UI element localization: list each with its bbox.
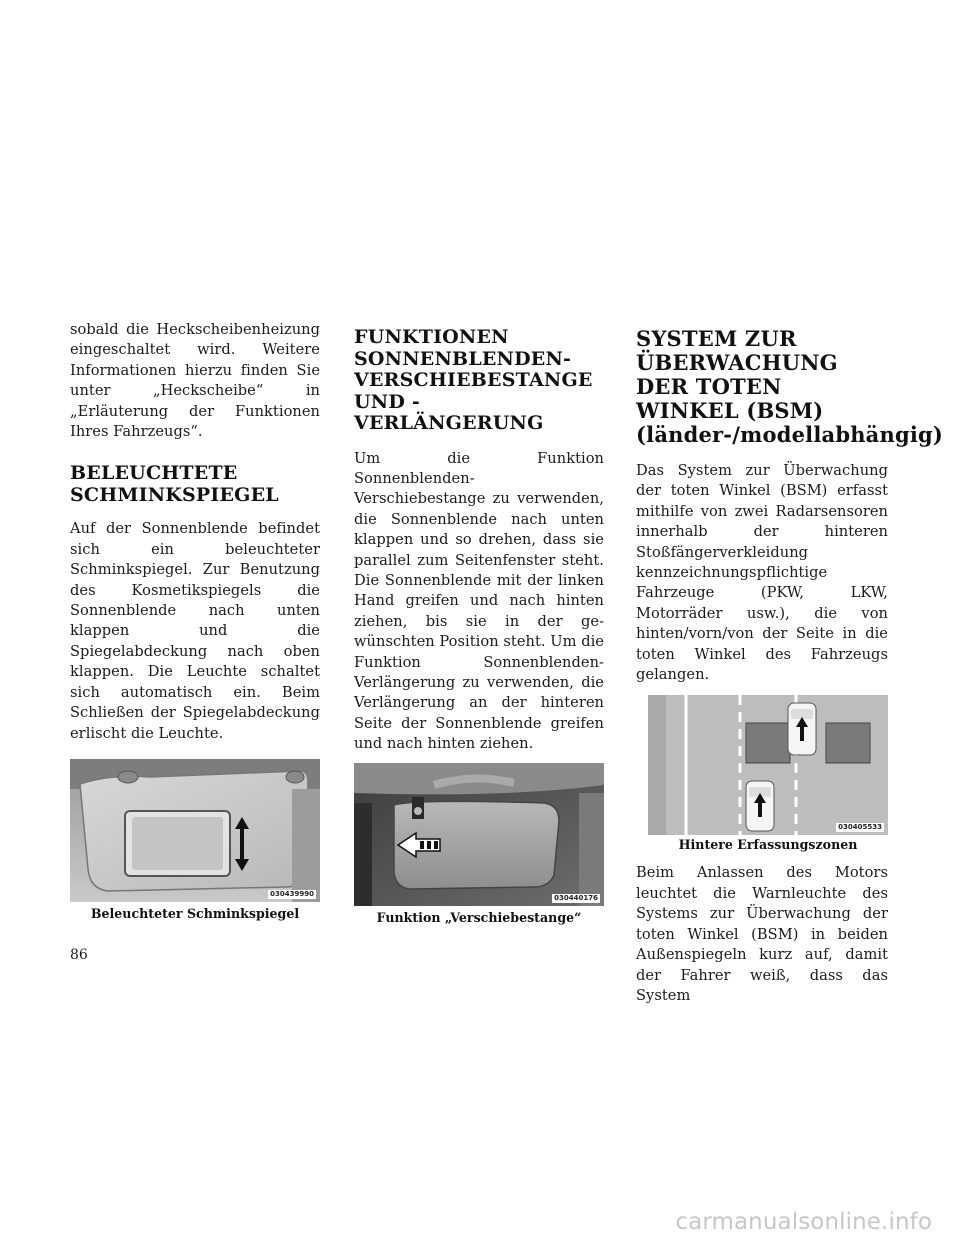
figure-id: 030439990 [270,889,314,898]
column-2 [354,327,604,926]
vanity-mirror-figure [70,759,320,902]
body-paragraph: Auf der Sonnenblende befindet sich ein beleuchteter Schminkspiegel. Zur Benutzung des Kosmetikspiegels die Sonnenblende nach unten klappen und die Spiegelabdeckung nach oben klappen. Die Leuchte schaltet sich automatisch ein. Beim Schließen der Spiegelabdeckung erlischt die Leuchte. [70,520,320,742]
detection-zones-figure [648,695,888,835]
figure-caption: Funktion „Verschiebestange“ [376,909,582,925]
detection-zones-illustration [648,695,888,835]
body-paragraph: Das System zur Überwachung der toten Winkel (BSM) erfasst mithilfe von zwei Radarsensoren innerhalb der hinteren Stoßfängerverkleidung kennzeichnungspflichtige Fahrzeuge (PKW, LKW, Motorräder usw.), die von hinten/vorn/von der Seite in die toten Winkel des Fahrzeugs gelangen. [636,462,888,684]
visor-slide-figure [354,763,604,906]
body-paragraph: Um die Funktion Sonnenblenden-Verschiebestange zu verwenden, die Sonnenblende nach unten klappen und so drehen, dass sie parallel zum Seitenfenster steht. Die Sonnenblende mit der linken Hand greifen und nach hinten ziehen, bis sie in der gewünschten Position steht. Um die Funktion Sonnenblenden-Verlängerung zu verwenden, die Verlängerung an der hinteren Seite der Sonnenblende greifen und nach hinten ziehen. [354,449,604,753]
figure-caption: Hintere Erfassungszonen [678,837,858,853]
column-3 [636,326,944,1006]
figure-id: 030440176 [554,893,598,902]
figure-id: 030405533 [838,823,882,832]
figure-caption: Beleuchteter Schminkspiegel [90,905,300,921]
body-paragraph: Beim Anlassen des Motors leuchtet die Warnleuchte des Systems zur Überwachung der toten Winkel (BSM) in beiden Außenspiegeln kurz auf, damit der Fahrer weiß, dass das System [636,864,888,1004]
column-1 [70,320,320,922]
section-heading: BELEUCHTETE SCHMINKSPIEGEL [70,462,279,506]
section-heading: SYSTEM ZUR ÜBERWACHUNG DER TOTEN WINKEL (BSM) (länder-/modellabhängig) [636,326,944,447]
body-paragraph: sobald die Heckscheibenheizung eingeschaltet wird. Weitere Informationen hierzu finden Sie unter „Heckscheibe“ in „Erläuterung der Funktionen Ihres Fahrzeugs“. [70,321,320,441]
footer-watermark[interactable]: carmanualsonline.info [675,1209,932,1235]
visor-slide-illustration [354,763,604,906]
vanity-mirror-illustration [70,759,320,902]
page-number: 86 [70,947,88,963]
section-heading: FUNKTIONEN SONNENBLENDEN-VERSCHIEBESTANGE UND -VERLÄNGERUNG [354,326,593,434]
